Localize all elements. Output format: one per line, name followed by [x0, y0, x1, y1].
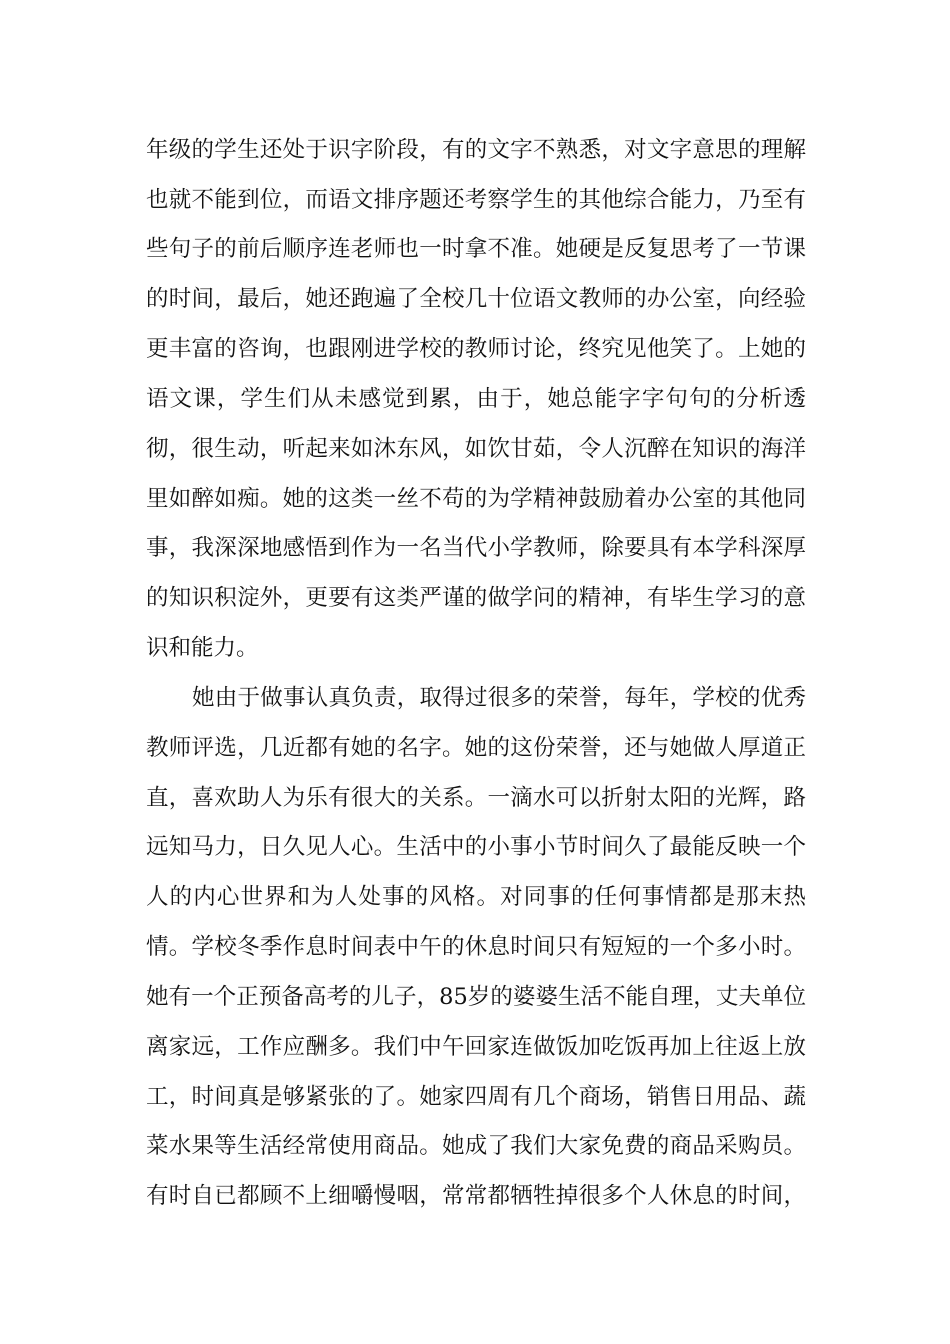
text-line-17: 情。学校冬季作息时间表中午的休息时间只有短短的一个多小时。 [146, 934, 806, 960]
text-line-2: 也就不能到位，而语文排序题还考察学生的其他综合能力，乃至有 [146, 187, 806, 213]
text-line-6: 语文课，学生们从未感觉到累，由于，她总能字字句句的分析透 [146, 386, 806, 412]
text-line-20: 工，时间真是够紧张的了。她家四周有几个商场，销售日用品、蔬 [146, 1084, 806, 1110]
text-line-4: 的时间，最后，她还跑遍了全校几十位语文教师的办公室，向经验 [146, 286, 806, 312]
text-line-12: 她由于做事认真负责，取得过很多的荣誉，每年，学校的优秀 [192, 685, 806, 711]
text-line-5: 更丰富的咨询，也跟刚进学校的教师讨论，终究见他笑了。上她的 [146, 336, 806, 362]
text-line-21: 菜水果等生活经常使用商品。她成了我们大家免费的商品采购员。 [146, 1133, 806, 1159]
text-line-8: 里如醉如痴。她的这类一丝不苟的为学精神鼓励着办公室的其他同 [146, 486, 806, 512]
text-line-15: 远知马力，日久见人心。生活中的小事小节时间久了最能反映一个 [146, 834, 806, 860]
text-line-22: 有时自已都顾不上细嚼慢咽，常常都牺牲掉很多个人休息的时间， [146, 1183, 806, 1209]
text-line-9: 事，我深深地感悟到作为一名当代小学教师，除要具有本学科深厚 [146, 535, 806, 561]
text-line-19: 离家远，工作应酬多。我们中午回家连做饭加吃饭再加上往返上放 [146, 1034, 806, 1060]
text-line-3: 些句子的前后顺序连老师也一时拿不准。她硬是反复思考了一节课 [146, 236, 806, 262]
text-line-14: 直，喜欢助人为乐有很大的关系。一滴水可以折射太阳的光辉，路 [146, 785, 806, 811]
text-line-10: 的知识积淀外，更要有这类严谨的做学问的精神，有毕生学习的意 [146, 585, 806, 611]
text-line-7: 彻，很生动，听起来如沐东风，如饮甘茹，令人沉醉在知识的海洋 [146, 436, 806, 462]
text-line-1: 年级的学生还处于识字阶段，有的文字不熟悉，对文字意思的理解 [146, 137, 806, 163]
text-line-13: 教师评选，几近都有她的名字。她的这份荣誉，还与她做人厚道正 [146, 735, 806, 761]
text-line-11: 识和能力。 [146, 635, 259, 661]
text-line-16: 人的内心世界和为人处事的风格。对同事的任何事情都是那末热 [146, 884, 806, 910]
text-line-18: 她有一个正预备高考的儿子，85岁的婆婆生活不能自理，丈夫单位 [146, 984, 806, 1010]
